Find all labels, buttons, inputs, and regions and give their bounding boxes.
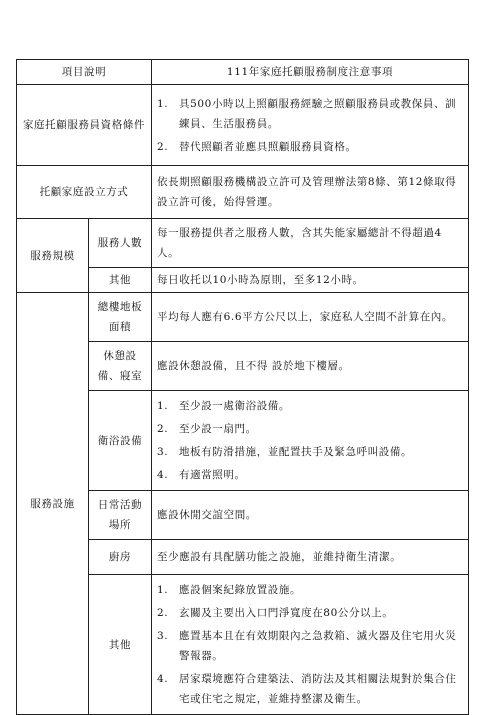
establishment-row [17, 166, 469, 219]
list-item: 1. 具500小時以上照顧服務經驗之照顧服務員或教保員、訓練員、生活服務員。 [157, 97, 457, 130]
service-other-content: 每日收托以10小時為原則，至多12小時。 [152, 268, 469, 293]
service-count-content: 每一服務提供者之服務人數，含其失能家屬總計不得超過4人。 [152, 219, 469, 268]
bath-list [157, 396, 463, 485]
facility-rest-label: 休憩設備、寢室 [89, 342, 152, 391]
other-list [157, 580, 463, 709]
list-item: 3. 應置基本且在有效期限內之急救箱、滅火器及住宅用火災警報器。 [157, 630, 457, 662]
service-count-label: 服務人數 [89, 219, 152, 268]
facility-other-content [152, 575, 469, 715]
facility-rest-content: 應設休憩設備，且不得 設於地下樓層。 [152, 342, 469, 391]
list-item: 1. 應設個案紀錄放置設施。 [157, 584, 302, 596]
document-title: 111年家庭托顧服務制度注意事項 [152, 60, 469, 85]
list-item: 2. 至少設一扇門。 [157, 423, 257, 435]
qualifications-list [157, 94, 463, 157]
facility-bath-content [152, 391, 469, 491]
facility-area-content: 平均每人應有6.6平方公尺以上，家庭私人空間不計算在內。 [152, 293, 469, 342]
list-item: 4. 居家環境應符合建築法、消防法及其相關法規對於集合住宅或住宅之規定，並維持整潔及衛生。 [157, 673, 457, 705]
facility-bath-label: 衛浴設備 [89, 391, 152, 491]
regulation-table [16, 59, 469, 715]
establishment-content: 依長期照顧服務機構設立許可及管理辦法第8條、第12條取得設立許可後，始得營運。 [152, 166, 469, 219]
facility-kitchen-content: 至少應設有具配膳功能之設施，並維持衛生清潔。 [152, 540, 469, 575]
facility-area-label: 總樓地板面積 [89, 293, 152, 342]
list-item: 3. 地板有防滑措施，並配置扶手及緊急呼叫設備。 [157, 446, 413, 458]
list-item: 1. 至少設一處衛浴設備。 [157, 400, 290, 412]
qualifications-content [152, 85, 469, 166]
facility-activity-content: 應設休閒交誼空間。 [152, 491, 469, 540]
establishment-label: 托顧家庭設立方式 [17, 166, 152, 219]
qualifications-label: 家庭托顧服務員資格條件 [17, 85, 152, 166]
facility-other-label: 其他 [89, 575, 152, 715]
facilities-label: 服務設施 [17, 293, 89, 715]
header-item-column: 項目說明 [17, 60, 152, 85]
list-item: 2. 玄關及主要出入口門淨寬度在80公分以上。 [157, 607, 394, 619]
qualifications-row [17, 85, 469, 166]
header-row [17, 60, 469, 85]
facility-area-row [17, 293, 469, 342]
facility-activity-label: 日常活動場所 [89, 491, 152, 540]
list-item: 4. 有適當照明。 [157, 469, 246, 481]
service-other-label: 其他 [89, 268, 152, 293]
service-scale-row [17, 219, 469, 268]
facility-kitchen-label: 廚房 [89, 540, 152, 575]
service-scale-label: 服務規模 [17, 219, 89, 293]
list-item: 2. 替代照顧者並應具照顧服務員資格。 [157, 140, 357, 153]
